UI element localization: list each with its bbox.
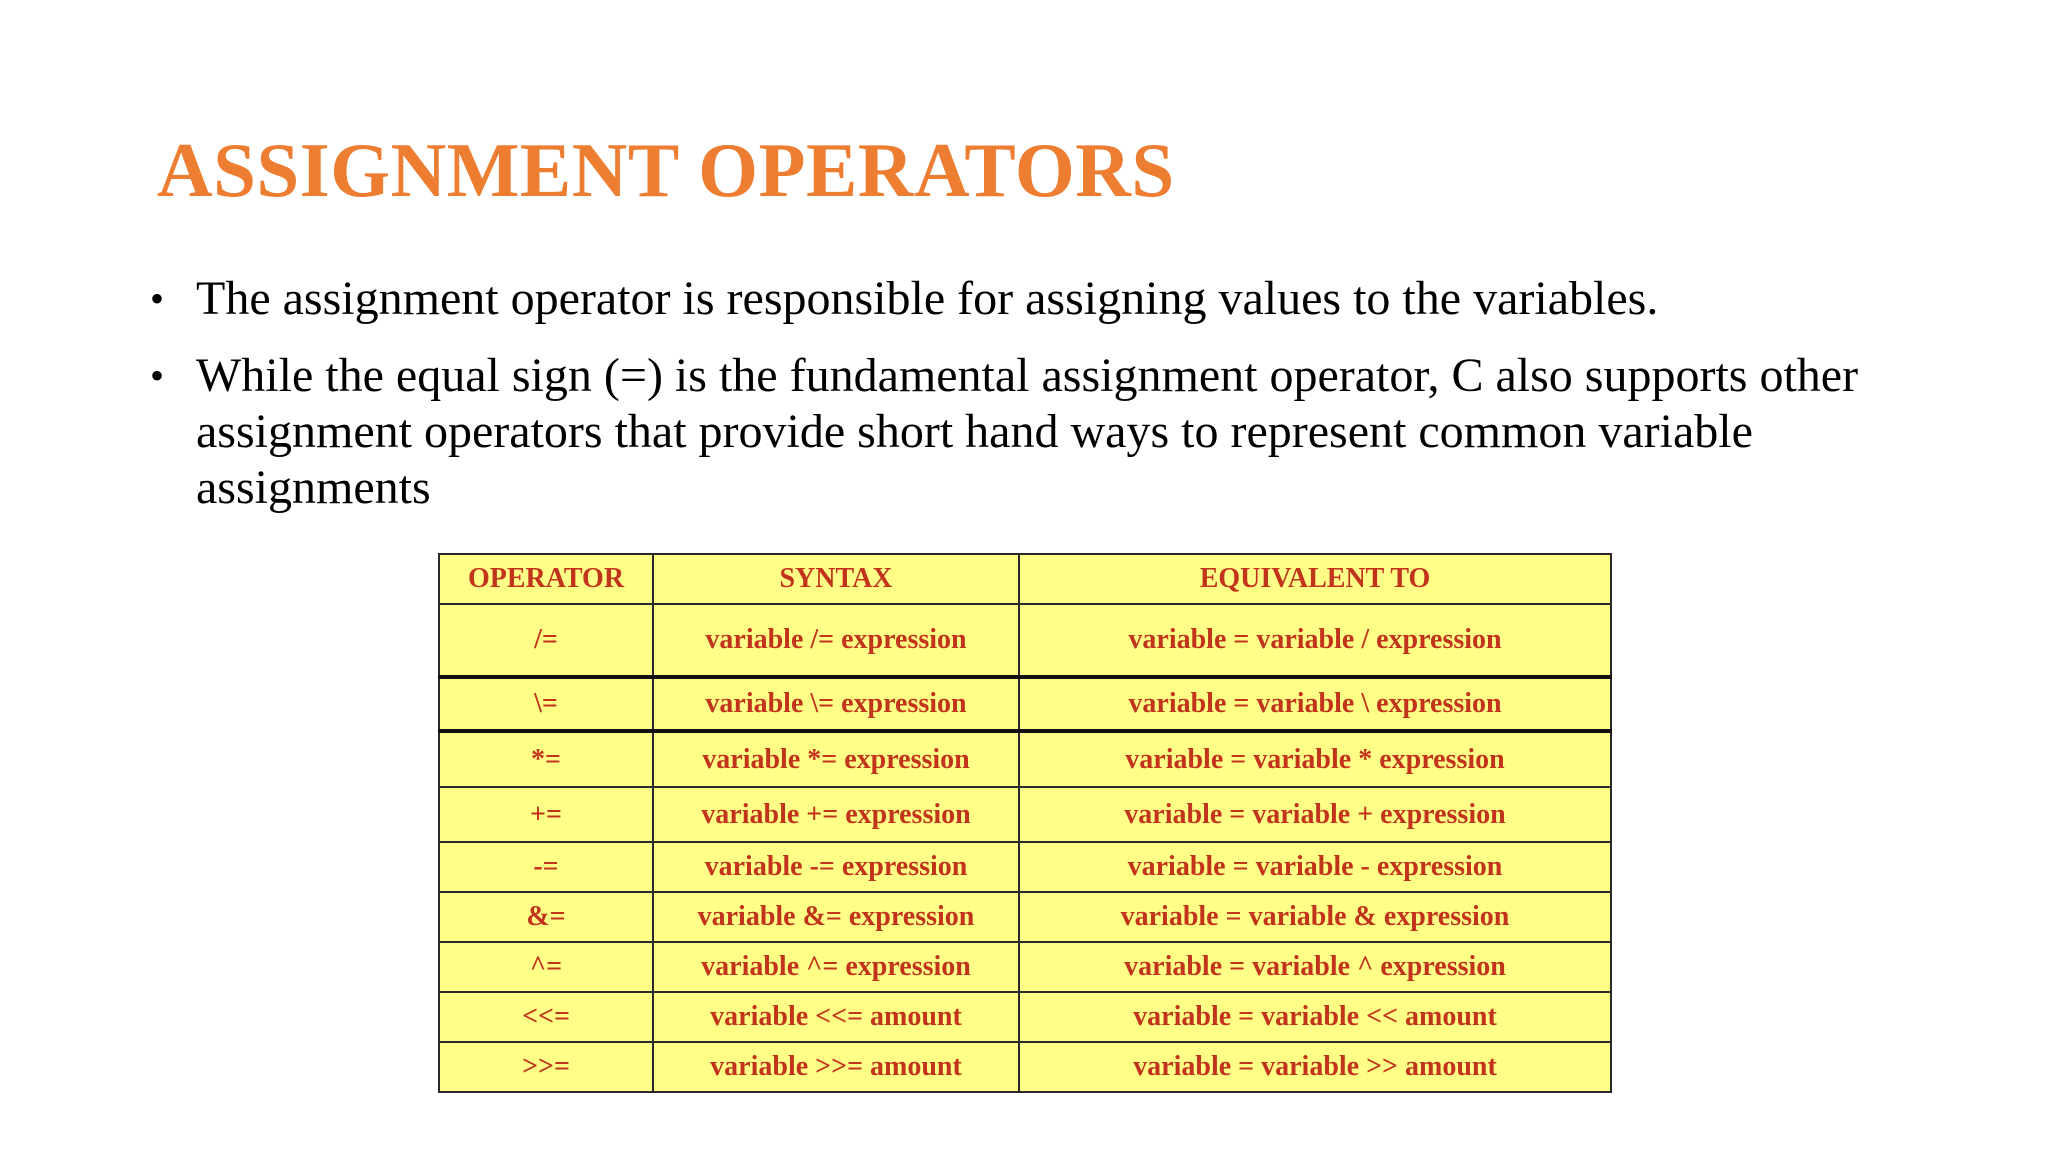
equivalent-cell: variable = variable \ expression [1019, 677, 1611, 731]
bullet-item [150, 271, 1980, 327]
table-row [439, 677, 1611, 731]
operator-cell: -= [439, 842, 653, 892]
operator-cell: *= [439, 731, 653, 787]
operator-cell: >>= [439, 1042, 653, 1092]
table-row [439, 604, 1611, 677]
operator-cell: &= [439, 892, 653, 942]
equivalent-cell: variable = variable << amount [1019, 992, 1611, 1042]
syntax-cell: variable \= expression [653, 677, 1019, 731]
operator-cell: ^= [439, 942, 653, 992]
table-row [439, 942, 1611, 992]
syntax-cell: variable *= expression [653, 731, 1019, 787]
equivalent-cell: variable = variable & expression [1019, 892, 1611, 942]
syntax-cell: variable >>= amount [653, 1042, 1019, 1092]
equivalent-cell: variable = variable - expression [1019, 842, 1611, 892]
bullet-icon: • [150, 276, 165, 321]
operator-cell: += [439, 787, 653, 842]
bullet-item [150, 348, 1980, 516]
table-row [439, 842, 1611, 892]
table-row [439, 892, 1611, 942]
operator-cell: /= [439, 604, 653, 677]
bullet-text: The assignment operator is responsible for assigning values to the variables. [196, 272, 1659, 325]
table-row [439, 787, 1611, 842]
syntax-cell: variable += expression [653, 787, 1019, 842]
bullet-icon: • [150, 353, 165, 398]
table-row [439, 731, 1611, 787]
table-header-row [439, 554, 1611, 604]
table-row [439, 992, 1611, 1042]
syntax-cell: variable ^= expression [653, 942, 1019, 992]
operator-cell: \= [439, 677, 653, 731]
operators-table-image [438, 553, 1610, 1091]
bullet-list [150, 271, 1980, 537]
syntax-cell: variable -= expression [653, 842, 1019, 892]
header-operator: OPERATOR [439, 554, 653, 604]
table-row [439, 1042, 1611, 1092]
syntax-cell: variable /= expression [653, 604, 1019, 677]
equivalent-cell: variable = variable >> amount [1019, 1042, 1611, 1092]
bullet-text: While the equal sign (=) is the fundamental assignment operator, C also supports other assignment operators that provide short hand ways to represent common variable assignments [196, 349, 1859, 514]
equivalent-cell: variable = variable + expression [1019, 787, 1611, 842]
equivalent-cell: variable = variable / expression [1019, 604, 1611, 677]
syntax-cell: variable <<= amount [653, 992, 1019, 1042]
equivalent-cell: variable = variable ^ expression [1019, 942, 1611, 992]
equivalent-cell: variable = variable * expression [1019, 731, 1611, 787]
header-syntax: SYNTAX [653, 554, 1019, 604]
header-equivalent: EQUIVALENT TO [1019, 554, 1611, 604]
slide-title: ASSIGNMENT OPERATORS [157, 127, 1175, 213]
operator-cell: <<= [439, 992, 653, 1042]
syntax-cell: variable &= expression [653, 892, 1019, 942]
operators-table [438, 553, 1612, 1093]
